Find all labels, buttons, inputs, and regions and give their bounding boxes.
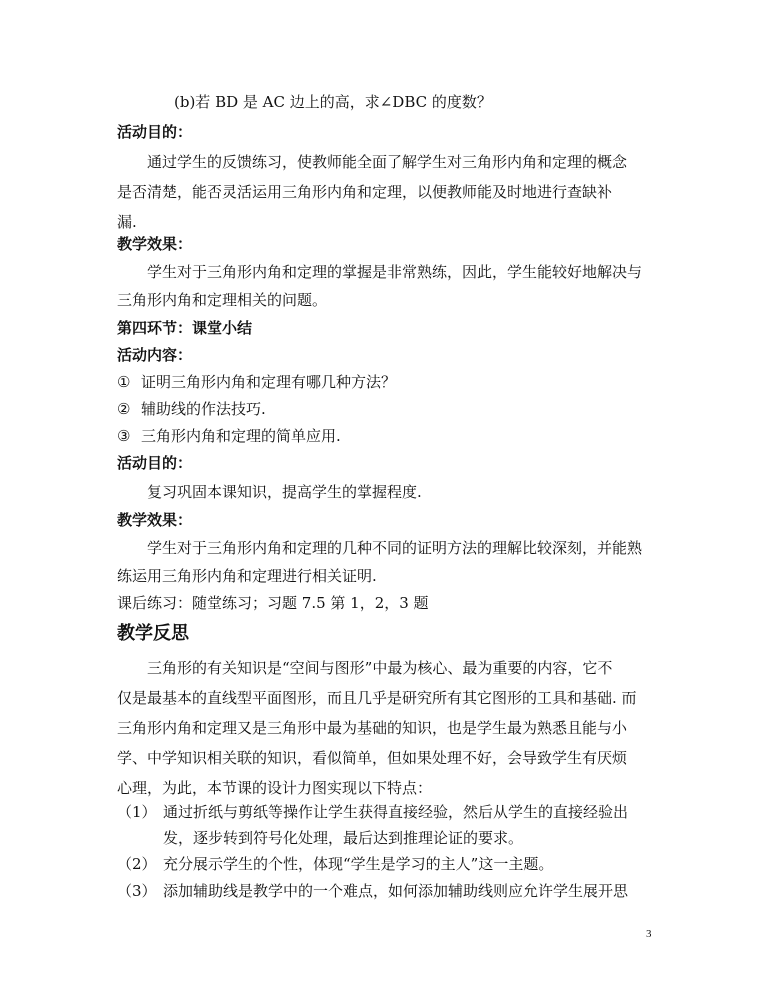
reflection-line-4: 学、中学知识相关联的知识，看似简单，但如果处理不好，会导致学生有厌烦 [117,749,628,767]
section-4-title: 第四环节：课堂小结 [117,319,253,337]
content-item-1 [117,372,662,392]
effect-label-1: 教学效果： [117,235,193,253]
page-number: 3 [646,928,652,940]
effect-text-2-line-1: 学生对于三角形内角和定理的几种不同的证明方法的理解比较深刻，并能熟 [147,539,643,557]
purpose-text-1-line-3: 漏. [117,213,137,231]
point-number: （3） [117,882,157,900]
point-text: 通过折纸与剪纸等操作让学生获得直接经验，然后从学生的直接经验出 [163,803,629,821]
reflection-point-2 [117,854,662,874]
purpose-label-2: 活动目的： [117,454,193,472]
content-item-3 [117,426,662,446]
purpose-label-1: 活动目的： [117,123,193,141]
reflection-point-1 [117,802,662,822]
point-text: 充分展示学生的个性，体现“学生是学习的主人”这一主题。 [163,855,554,873]
effect-text-1-line-2: 三角形内角和定理相关的问题。 [117,291,328,309]
content-label: 活动内容： [117,346,193,364]
reflection-line-3: 三角形内角和定理又是三角形中最为基础的知识，也是学生最为熟悉且能与小 [117,719,628,737]
reflection-line-1: 三角形的有关知识是“空间与图形”中最为核心、最为重要的内容，它不 [147,659,613,677]
purpose-text-1-line-1: 通过学生的反馈练习，使教师能全面了解学生对三角形内角和定理的概念 [147,153,628,171]
item-marker: ① [117,373,131,391]
point-number: （2） [117,855,157,873]
point-number: （1） [117,803,157,821]
item-text: 三角形内角和定理的简单应用. [141,427,341,445]
reflection-point-1-line-2: 发，逐步转到符号化处理，最后达到推理论证的要求。 [163,829,524,847]
effect-text-1-line-1: 学生对于三角形内角和定理的掌握是非常熟练，因此，学生能较好地解决与 [147,263,643,281]
purpose-text-1-line-2: 是否清楚，能否灵活运用三角形内角和定理，以便教师能及时地进行查缺补 [117,183,613,201]
effect-label-2: 教学效果： [117,511,193,529]
homework-line: 课后练习：随堂练习；习题 7.5 第 1，2，3 题 [117,594,429,612]
reflection-line-5: 心理，为此，本节课的设计力图实现以下特点： [117,779,433,797]
item-text: 辅助线的作法技巧. [141,400,266,418]
question-b: (b)若 BD 是 AC 边上的高，求∠DBC 的度数？ [174,93,492,111]
reflection-line-2: 仅是最基本的直线型平面图形，而且几乎是研究所有其它图形的工具和基础. 而 [117,689,637,707]
item-text: 证明三角形内角和定理有哪几种方法？ [141,373,397,391]
content-item-2 [117,399,662,419]
effect-text-2-line-2: 练运用三角形内角和定理进行相关证明. [117,567,377,585]
reflection-title: 教学反思 [117,623,189,644]
purpose-text-2: 复习巩固本课知识，提高学生的掌握程度. [147,483,422,501]
item-marker: ② [117,400,131,418]
reflection-point-3 [117,881,662,901]
point-text: 添加辅助线是教学中的一个难点，如何添加辅助线则应允许学生展开思 [163,882,629,900]
item-marker: ③ [117,427,131,445]
